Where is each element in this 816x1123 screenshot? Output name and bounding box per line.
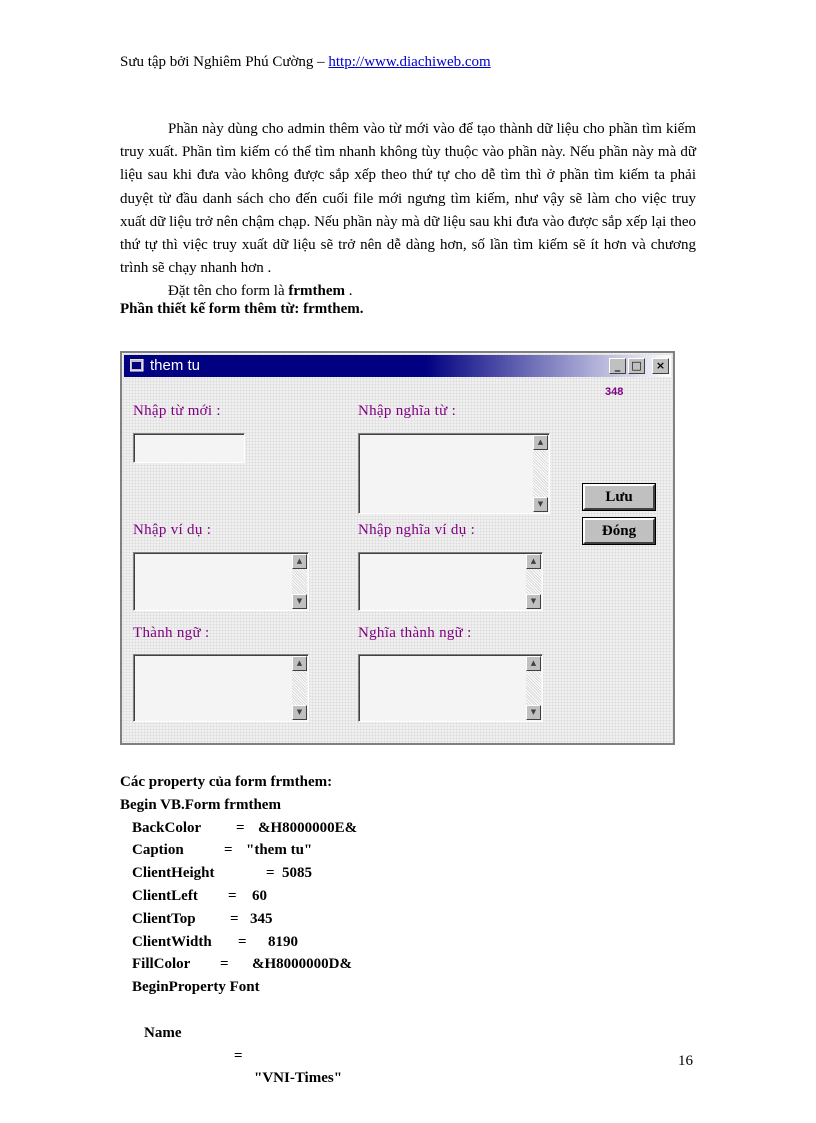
scroll-down-arrow-icon[interactable]: ▼ — [526, 594, 541, 609]
form-name-bold: frmthem — [288, 283, 346, 300]
new-word-input[interactable] — [133, 433, 245, 463]
property-equals: = — [234, 1047, 243, 1064]
property-value: "VNI-Times" — [254, 1070, 343, 1087]
property-key: Name — [144, 1024, 182, 1041]
idiom-scrollbar[interactable] — [292, 656, 307, 720]
example-input[interactable] — [133, 552, 309, 611]
property-row — [120, 839, 332, 862]
property-value: "them tu" — [246, 842, 313, 859]
scroll-down-arrow-icon[interactable]: ▼ — [292, 705, 307, 720]
property-key: FillColor — [132, 956, 191, 973]
property-equals: = — [228, 887, 237, 904]
property-equals: = — [266, 865, 275, 882]
example-meaning-label: Nhập nghĩa ví dụ : — [358, 522, 476, 538]
property-row — [120, 931, 332, 954]
word-meaning-input[interactable] — [358, 433, 550, 514]
form-icon — [130, 359, 144, 372]
property-equals: = — [236, 819, 245, 836]
idiom-meaning-input[interactable] — [358, 654, 543, 722]
begin-property-font: BeginProperty Font — [132, 979, 260, 996]
property-key: ClientTop — [132, 910, 196, 927]
property-list — [120, 817, 358, 977]
idiom-label: Thành ngữ : — [133, 625, 210, 641]
property-equals: = — [220, 956, 229, 973]
scroll-down-arrow-icon[interactable]: ▼ — [533, 497, 548, 512]
scroll-down-arrow-icon[interactable]: ▼ — [292, 594, 307, 609]
minimize-button[interactable]: _ — [609, 358, 626, 374]
header-credit: Sưu tập bởi Nghiêm Phú Cường – — [120, 54, 329, 70]
new-word-label: Nhập từ mới : — [133, 403, 221, 419]
window-title: them tu — [150, 357, 201, 374]
property-row — [120, 953, 352, 976]
property-row — [120, 908, 332, 931]
scroll-up-arrow-icon[interactable]: ▲ — [526, 656, 541, 671]
property-key: Caption — [132, 842, 184, 859]
word-counter: 348 — [605, 386, 624, 398]
property-equals: = — [238, 933, 247, 950]
property-row — [120, 817, 358, 840]
properties-begin: Begin VB.Form frmthem — [120, 796, 281, 813]
example-scrollbar[interactable] — [292, 554, 307, 609]
word-meaning-scrollbar[interactable] — [533, 435, 548, 512]
scroll-up-arrow-icon[interactable]: ▲ — [292, 656, 307, 671]
scroll-up-arrow-icon[interactable]: ▲ — [526, 554, 541, 569]
title-bar — [124, 355, 671, 377]
scroll-up-arrow-icon[interactable]: ▲ — [533, 435, 548, 450]
page-number: 16 — [678, 1053, 693, 1069]
property-row — [120, 862, 332, 885]
form-window — [120, 351, 675, 745]
intro-paragraph: Phần này dùng cho admin thêm vào từ mới vào để tạo thành dữ liệu cho phần tìm kiếm truy xuất. Phần tìm kiếm có thể tìm nhanh không tùy thuộc vào phần này. Nếu phần này mà dữ liệu sau khi đưa vào không được sắp xếp theo thứ tự cho dễ tìm thì ở phần tìm kiếm ta phải duyệt từ đầu danh sách cho đến cuối file mới ngưng tìm kiếm, như vậy sẽ làm cho việc truy xuất dữ liệu trở nên chậm chạp. Nếu phần này mà dữ liệu sau khi đưa vào được sắp xếp lại theo thứ tự thì việc truy xuất dữ liệu sẽ trở nên dễ dàng hơn, số lần tìm kiếm sẽ ít hơn và chương trình sẽ chạy nhanh hơn . — [120, 121, 696, 277]
close-button[interactable]: Đóng — [583, 518, 655, 544]
idiom-meaning-label: Nghĩa thành ngữ : — [358, 625, 472, 641]
idiom-meaning-scrollbar[interactable] — [526, 656, 541, 720]
property-row — [120, 885, 332, 908]
properties-heading: Các property của form frmthem: — [120, 774, 333, 790]
property-row-font-name — [120, 999, 343, 1087]
property-key: ClientLeft — [132, 887, 198, 904]
maximize-button[interactable]: □ — [628, 358, 645, 374]
property-equals: = — [224, 842, 233, 859]
property-equals: = — [230, 910, 239, 927]
header-link[interactable]: http://www.diachiweb.com — [328, 54, 491, 70]
property-value: &H8000000E& — [258, 819, 358, 836]
page-header — [120, 54, 491, 71]
property-value: 345 — [250, 910, 273, 927]
design-heading: Phần thiết kế form thêm từ: frmthem. — [120, 301, 364, 317]
property-key: BackColor — [132, 819, 202, 836]
idiom-input[interactable] — [133, 654, 309, 722]
word-meaning-label: Nhập nghĩa từ : — [358, 403, 457, 419]
scroll-up-arrow-icon[interactable]: ▲ — [292, 554, 307, 569]
form-name-line: Đặt tên cho form là frmthem . — [168, 283, 353, 300]
save-button[interactable]: Lưu — [583, 484, 655, 510]
property-value: &H8000000D& — [252, 956, 352, 973]
properties-listing — [120, 771, 358, 1087]
example-meaning-scrollbar[interactable] — [526, 554, 541, 609]
example-meaning-input[interactable] — [358, 552, 543, 611]
property-key: ClientWidth — [132, 933, 212, 950]
example-label: Nhập ví dụ : — [133, 522, 212, 538]
property-key: ClientHeight — [132, 865, 215, 882]
scroll-down-arrow-icon[interactable]: ▼ — [526, 705, 541, 720]
property-value: 5085 — [282, 865, 312, 882]
property-value: 8190 — [268, 933, 298, 950]
intro-paragraph-block — [120, 118, 696, 304]
property-value: 60 — [252, 887, 267, 904]
close-window-button[interactable]: × — [652, 358, 669, 374]
